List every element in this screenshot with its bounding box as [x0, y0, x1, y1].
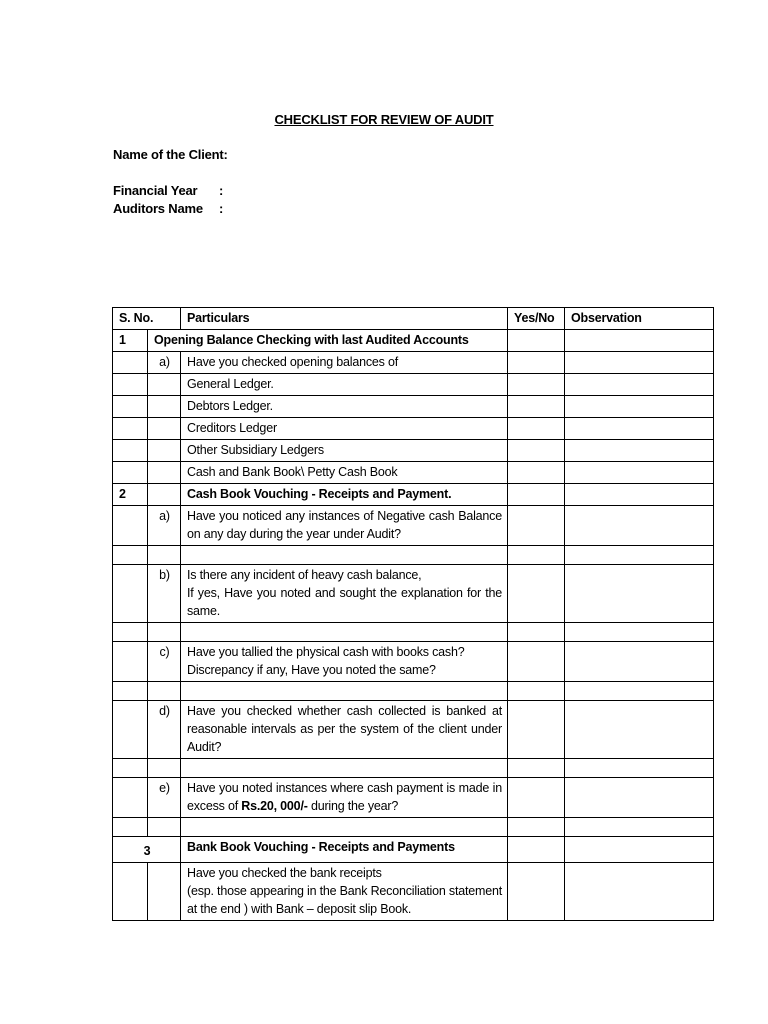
yesno-cell[interactable]: [508, 396, 565, 418]
observation-cell[interactable]: [565, 352, 714, 374]
table-row: [113, 352, 714, 374]
table-row: [113, 565, 714, 623]
observation-cell[interactable]: [565, 837, 714, 863]
section2-c-line2: Discrepancy if any, Have you noted the same?: [187, 663, 436, 677]
financial-year-colon: :: [219, 183, 224, 198]
table-row: [113, 682, 714, 701]
yesno-cell[interactable]: [508, 701, 565, 759]
table-row: [113, 396, 714, 418]
section1-title: Opening Balance Checking with last Audited Accounts: [148, 330, 508, 352]
auditor-name-colon: :: [219, 201, 224, 216]
yesno-cell[interactable]: [508, 440, 565, 462]
financial-year-label: Financial Year: [113, 183, 198, 198]
section2-title: Cash Book Vouching - Receipts and Payment.: [181, 484, 508, 506]
section1-a-label: a): [148, 352, 181, 374]
observation-cell[interactable]: [565, 330, 714, 352]
section2-a-label: a): [148, 506, 181, 546]
header-observation: Observation: [565, 308, 714, 330]
client-name-label: Name of the Client:: [113, 147, 228, 162]
table-row: [113, 546, 714, 565]
section2-e-text: [181, 778, 508, 818]
observation-cell[interactable]: [565, 506, 714, 546]
table-row: [113, 863, 714, 921]
table-header-row: [113, 308, 714, 330]
section2-e-amount: Rs.20, 000/-: [241, 799, 308, 813]
section1-number: 1: [113, 330, 148, 352]
auditor-name-row: [113, 201, 223, 216]
section3-line2: (esp. those appearing in the Bank Reconciliation statement at the end ) with Bank – deposit slip Book.: [187, 884, 502, 916]
section2-b-line1: Is there any incident of heavy cash balance,: [187, 568, 422, 582]
yesno-cell[interactable]: [508, 374, 565, 396]
observation-cell[interactable]: [565, 396, 714, 418]
section2-d-label: d): [148, 701, 181, 759]
header-yesno: Yes/No: [508, 308, 565, 330]
table-row: [113, 837, 714, 863]
section2-a-text: Have you noticed any instances of Negative cash Balance on any day during the year under Audit?: [181, 506, 508, 546]
ledger-item: General Ledger.: [181, 374, 508, 396]
ledger-item: Other Subsidiary Ledgers: [181, 440, 508, 462]
yesno-cell[interactable]: [508, 863, 565, 921]
table-row: [113, 778, 714, 818]
section2-b-label: b): [148, 565, 181, 623]
auditor-name-label: Auditors Name: [113, 201, 203, 216]
client-name-row: [113, 147, 228, 162]
table-row: [113, 506, 714, 546]
yesno-cell[interactable]: [508, 565, 565, 623]
yesno-cell[interactable]: [508, 506, 565, 546]
observation-cell[interactable]: [565, 374, 714, 396]
yesno-cell[interactable]: [508, 462, 565, 484]
table-row: [113, 623, 714, 642]
yesno-cell[interactable]: [508, 330, 565, 352]
section3-number: 3: [113, 837, 181, 863]
table-row: [113, 440, 714, 462]
section2-e-text-post: during the year?: [307, 799, 399, 813]
section2-b-line2: If yes, Have you noted and sought the explanation for the same.: [187, 586, 502, 618]
checklist-table: [112, 307, 714, 921]
ledger-item: Creditors Ledger: [181, 418, 508, 440]
section2-c-label: c): [148, 642, 181, 682]
section2-e-text-pre: Have you noted instances where cash payment is made in excess of: [187, 781, 502, 813]
section2-number: 2: [113, 484, 148, 506]
section1-a-text: Have you checked opening balances of: [181, 352, 508, 374]
yesno-cell[interactable]: [508, 352, 565, 374]
yesno-cell[interactable]: [508, 778, 565, 818]
yesno-cell[interactable]: [508, 837, 565, 863]
observation-cell[interactable]: [565, 462, 714, 484]
section3-line1: Have you checked the bank receipts: [187, 866, 382, 880]
observation-cell[interactable]: [565, 418, 714, 440]
table-row: [113, 642, 714, 682]
table-row: [113, 484, 714, 506]
observation-cell[interactable]: [565, 701, 714, 759]
ledger-item: Debtors Ledger.: [181, 396, 508, 418]
yesno-cell[interactable]: [508, 484, 565, 506]
observation-cell[interactable]: [565, 778, 714, 818]
table-row: [113, 418, 714, 440]
table-row: [113, 759, 714, 778]
observation-cell[interactable]: [565, 642, 714, 682]
header-sno: S. No.: [113, 308, 181, 330]
observation-cell[interactable]: [565, 565, 714, 623]
table-row: [113, 701, 714, 759]
section2-c-line1: Have you tallied the physical cash with books cash?: [187, 645, 465, 659]
table-row: [113, 374, 714, 396]
section2-c-text: [181, 642, 508, 682]
section2-e-label: e): [148, 778, 181, 818]
observation-cell[interactable]: [565, 440, 714, 462]
table-row: [113, 818, 714, 837]
financial-year-row: [113, 183, 223, 198]
document-title: CHECKLIST FOR REVIEW OF AUDIT: [274, 112, 494, 127]
header-particulars: Particulars: [181, 308, 508, 330]
table-row: [113, 330, 714, 352]
section3-text: [181, 863, 508, 921]
table-row: [113, 462, 714, 484]
section2-d-text: Have you checked whether cash collected is banked at reasonable intervals as per the system of the client under Audit?: [181, 701, 508, 759]
yesno-cell[interactable]: [508, 642, 565, 682]
yesno-cell[interactable]: [508, 418, 565, 440]
section3-title: Bank Book Vouching - Receipts and Payments: [181, 837, 508, 863]
ledger-item: Cash and Bank Book\ Petty Cash Book: [181, 462, 508, 484]
observation-cell[interactable]: [565, 863, 714, 921]
section2-b-text: [181, 565, 508, 623]
observation-cell[interactable]: [565, 484, 714, 506]
